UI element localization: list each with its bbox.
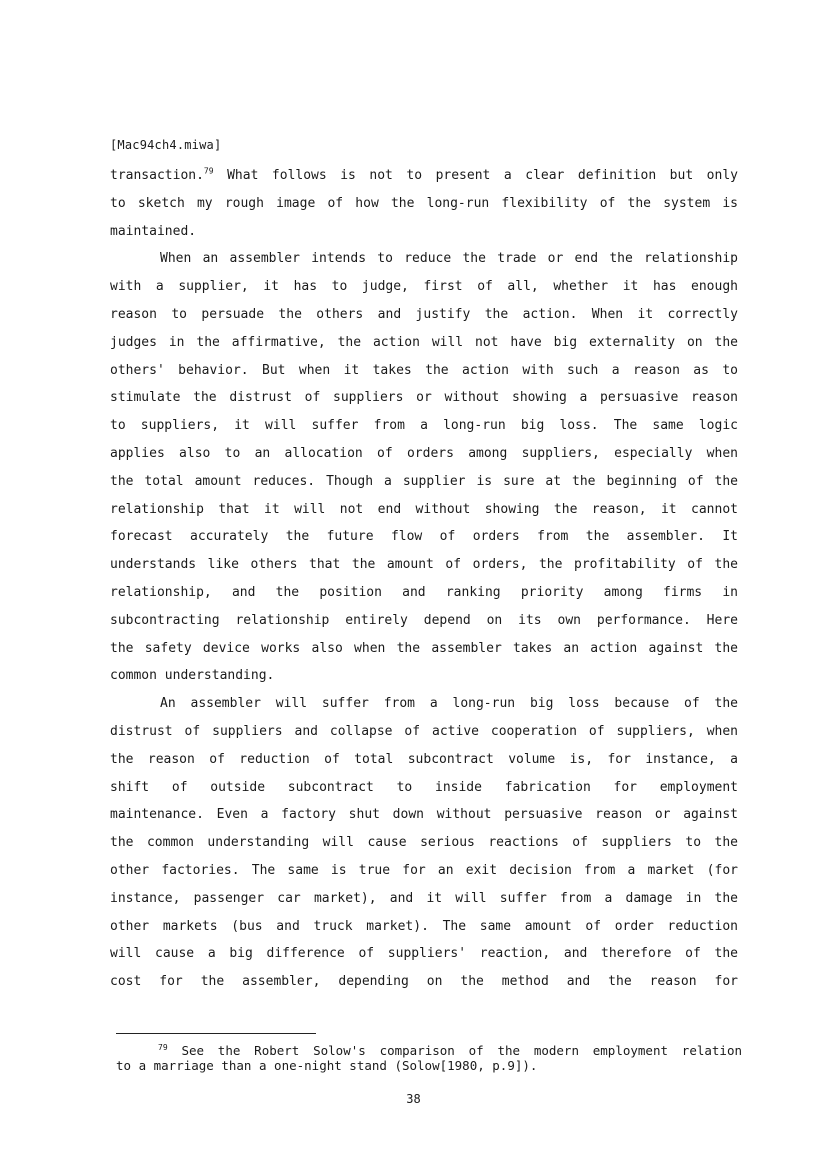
- text-line: relationship, and the position and ranking priority among firms in: [110, 584, 738, 600]
- line-start-text: transaction.: [110, 168, 204, 183]
- text-line: maintained.: [110, 223, 197, 239]
- text-line: applies also to an allocation of orders among suppliers, especially when: [110, 445, 738, 461]
- text-line: the safety device works also when the assembler takes an action against the: [110, 640, 738, 656]
- footnote: [116, 1043, 742, 1073]
- footnote-line: [116, 1043, 742, 1058]
- text-line: subcontracting relationship entirely depend on its own performance. Here: [110, 612, 738, 628]
- text-line: the total amount reduces. Though a supplier is sure at the beginning of the: [110, 473, 738, 489]
- text-line: judges in the affirmative, the action will not have big externality on the: [110, 334, 738, 350]
- text-line: will cause a big difference of suppliers' reaction, and therefore of the: [110, 946, 738, 962]
- file-identifier: [Mac94ch4.miwa]: [110, 138, 222, 152]
- text-line: distrust of suppliers and collapse of active cooperation of suppliers, when: [110, 723, 738, 739]
- text-line: with a supplier, it has to judge, first of all, whether it has enough: [110, 279, 738, 295]
- paragraph-start-line: When an assembler intends to reduce the trade or end the relationship: [160, 251, 738, 267]
- line-rest-text: What follows is not to present a clear definition but only: [213, 168, 738, 183]
- text-line: forecast accurately the future flow of orders from the assembler. It: [110, 529, 738, 545]
- body-text: [110, 162, 738, 996]
- text-line: maintenance. Even a factory shut down without persuasive reason or against: [110, 807, 738, 823]
- text-line: cost for the assembler, depending on the method and the reason for: [110, 974, 738, 990]
- text-line: relationship that it will not end without showing the reason, it cannot: [110, 501, 738, 517]
- footnote-separator: [116, 1033, 316, 1034]
- text-line: to sketch my rough image of how the long-run flexibility of the system is: [110, 195, 738, 211]
- footnote-reference: 79: [203, 166, 214, 176]
- text-line: [110, 162, 738, 190]
- footnote-line: to a marriage than a one-night stand (Solow[1980, p.9]).: [116, 1058, 538, 1073]
- footnote-text: See the Robert Solow's comparison of the modern employment relation: [181, 1043, 742, 1058]
- text-line: the common understanding will cause serious reactions of suppliers to the: [110, 835, 738, 851]
- text-line: other factories. The same is true for an exit decision from a market (for: [110, 862, 738, 878]
- text-line: other markets (bus and truck market). The same amount of order reduction: [110, 918, 738, 934]
- text-line: shift of outside subcontract to inside fabrication for employment: [110, 779, 738, 795]
- text-line: common understanding.: [110, 668, 275, 684]
- text-line: understands like others that the amount of orders, the profitability of the: [110, 557, 738, 573]
- paragraph-start-line: An assembler will suffer from a long-run big loss because of the: [160, 696, 738, 712]
- text-line: reason to persuade the others and justify the action. When it correctly: [110, 306, 738, 322]
- text-line: the reason of reduction of total subcontract volume is, for instance, a: [110, 751, 738, 767]
- text-line: to suppliers, it will suffer from a long-run big loss. The same logic: [110, 418, 738, 434]
- footnote-marker: 79: [158, 1043, 168, 1052]
- page-number: 38: [406, 1092, 421, 1106]
- text-line: stimulate the distrust of suppliers or without showing a persuasive reason: [110, 390, 738, 406]
- text-line: instance, passenger car market), and it will suffer from a damage in the: [110, 890, 738, 906]
- text-line: others' behavior. But when it takes the action with such a reason as to: [110, 362, 738, 378]
